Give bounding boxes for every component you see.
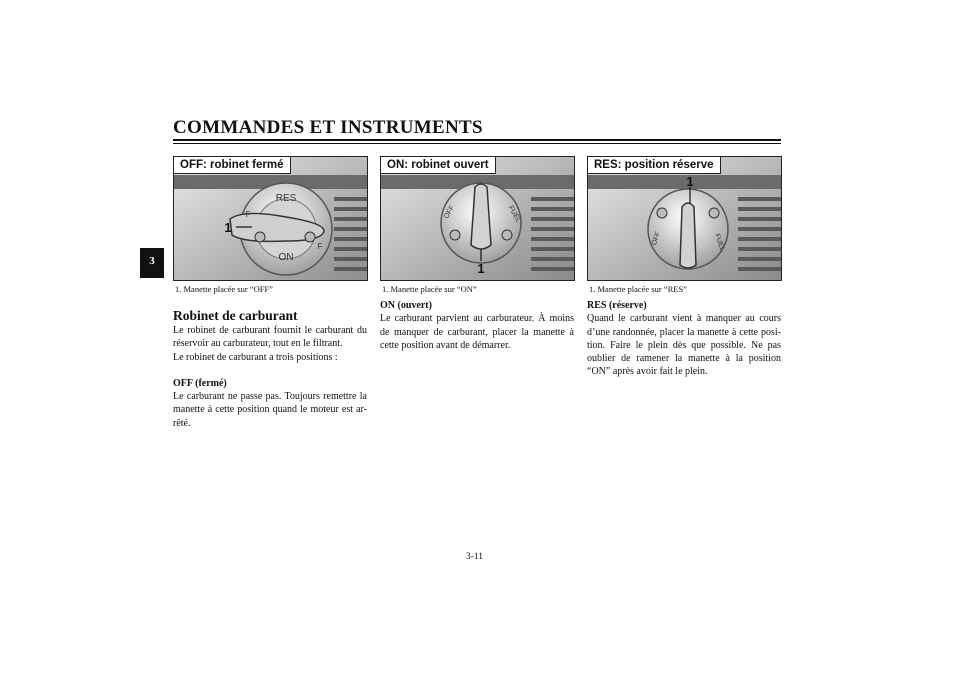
- subheading-res: RES (réserve): [587, 300, 647, 311]
- figure-label: ON: robinet ouvert: [381, 157, 496, 174]
- callout-number: 1: [477, 261, 485, 276]
- figure-label: RES: position réserve: [588, 157, 721, 174]
- paragraph: Le carburant ne passe pas. Toujours remettre la manette à cette position quand le moteur est ar-rêté.: [173, 391, 367, 429]
- paragraph: Le carburant parvient au carburateur. À moins de manquer de carburant, placer la manette à cette position avant de démarrer.: [380, 313, 574, 351]
- dial-text-right: F: [317, 242, 323, 251]
- figure-on: [380, 156, 575, 281]
- figure-label: OFF: robinet fermé: [174, 157, 291, 174]
- header-rule-thick: [173, 139, 781, 141]
- callout-number: 1: [224, 220, 232, 235]
- section-heading: Robinet de carburant: [173, 308, 298, 323]
- header-rule-thin: [173, 143, 781, 144]
- subheading-off: OFF (fermé): [173, 377, 227, 389]
- text-column-2: [380, 299, 574, 352]
- chapter-tab: [140, 248, 164, 278]
- page-number: 3-11: [466, 552, 484, 562]
- chapter-tab-number: 3: [149, 255, 155, 267]
- dial-text-fuel: FUEL: [506, 204, 522, 224]
- text-column-1: [173, 307, 367, 430]
- paragraph: Le robinet de carburant fournit le carburant du réservoir au carburateur, tout en le filtrant.: [173, 325, 367, 350]
- fuel-cock-res-illustration: [588, 157, 781, 280]
- figure-caption-res: 1. Manette placée sur “RES”: [589, 284, 687, 294]
- subheading-on: ON (ouvert): [380, 300, 432, 311]
- figure-caption-off: 1. Manette placée sur “OFF”: [175, 284, 273, 294]
- page-title: COMMANDES ET INSTRUMENTS: [173, 117, 483, 138]
- fuel-cock-off-illustration: [174, 157, 367, 280]
- figure-res: [587, 156, 782, 281]
- dial-text-res: RES: [275, 193, 297, 204]
- paragraph: Quand le carburant vient à manquer au cours d’une randonnée, placer la manette à cette posi-tion. Faire le plein dès que possible. Ne pas oublier de ramener la manette à la position “ON” après avoir fait le plein.: [587, 313, 781, 378]
- dial-text-fuel: FUEL: [713, 232, 726, 253]
- figure-off: [173, 156, 368, 281]
- dial-text-off: OFF: [650, 230, 663, 247]
- dial-text-on: ON: [278, 252, 294, 263]
- figure-caption-on: 1. Manette placée sur “ON”: [382, 284, 477, 294]
- dial-text-off: OFF: [443, 204, 457, 221]
- text-column-3: [587, 299, 781, 379]
- paragraph: Le robinet de carburant a trois positions :: [173, 351, 338, 363]
- callout-number: 1: [686, 174, 694, 189]
- dial-text-left: F: [245, 210, 251, 219]
- fuel-cock-on-illustration: [381, 157, 574, 280]
